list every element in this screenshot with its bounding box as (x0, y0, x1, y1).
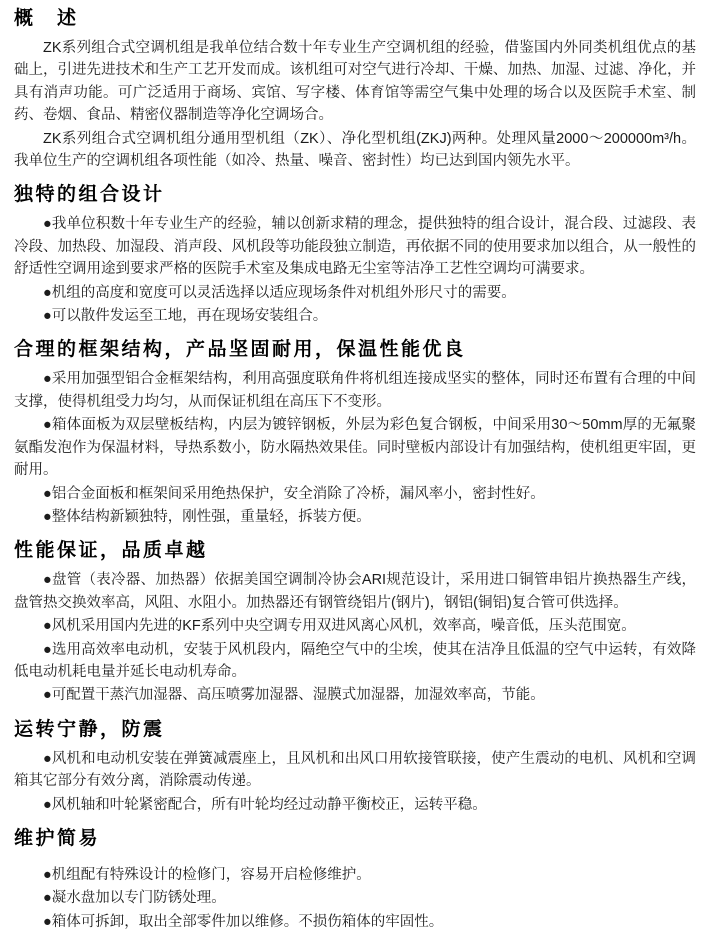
section-performance (14, 538, 696, 706)
bullet-item: ●凝水盘加以专门防锈处理。 (43, 890, 226, 907)
bullet-item: ●盘管（表冷器、加热器）依据美国空调制冷协会ARI规范设计，采用进口铜管串铝片换热器生产线，盘管热交换效率高，风阻、水阻小。加热器还有钢管绕铝片(钢片)，钢铝(铜铝)复合管可供选择。 (14, 572, 696, 611)
section-overview (14, 6, 696, 172)
section-combination-design (14, 182, 696, 327)
bullet-item: ●箱体面板为双层壁板结构，内层为镀锌钢板，外层为彩色复合钢板，中间采用30～50mm厚的无氟聚氨酯发泡作为保温材料，导热系数小，防水隔热效果佳。同时壁板内部设计有加强结构，使机组更牢固，更耐用。 (14, 417, 696, 479)
section-heading-overview: 概 述 (14, 8, 79, 29)
overview-paragraph: ZK系列组合式空调机组是我单位结合数十年专业生产空调机组的经验，借鉴国内外同类机组优点的基础上，引进先进技术和生产工艺开发而成。该机组可对空气进行冷却、干燥、加热、加湿、过滤、净化，并具有消声功能。可广泛适用于商场、宾馆、写字楼、体育馆等需空气集中处理的场合以及医院手术室、制药、卷烟、食品、精密仪器制造等净化空调场合。 (14, 40, 696, 124)
bullet-item: ●可配置干蒸汽加湿器、高压喷雾加湿器、湿膜式加湿器，加湿效率高，节能。 (43, 687, 545, 704)
bullet-item: ●机组的高度和宽度可以灵活选择以适应现场条件对机组外形尺寸的需要。 (43, 284, 516, 301)
overview-paragraph: ZK系列组合式空调机组分通用型机组（ZK）、净化型机组(ZKJ)两种。处理风量2000～200000m³/h。我单位生产的空调机组各项性能（如冷、热量、噪音、密封性）均已达到国内领先水平。 (14, 130, 696, 170)
bullet-item: ●可以散件发运至工地，再在现场安装组合。 (43, 308, 328, 325)
bullet-item: ●箱体可拆卸，取出全部零件加以维修。不损伤箱体的牢固性。 (43, 913, 444, 930)
bullet-item: ●整体结构新颖独特，刚性强，重量轻，拆装方便。 (43, 508, 371, 525)
bullet-item: ●风机轴和叶轮紧密配合，所有叶轮均经过动静平衡校正，运转平稳。 (43, 796, 487, 813)
section-heading-combination-design: 独特的组合设计 (14, 184, 165, 206)
bullet-item: ●风机和电动机安装在弹簧减震座上，且风机和出风口用软接管联接，使产生震动的电机、风机和空调箱其它部分有效分离，消除震动传递。 (14, 750, 696, 790)
section-quiet-operation (14, 717, 696, 816)
section-heading-maintenance: 维护简易 (14, 827, 101, 849)
bullet-item: ●选用高效率电动机，安装于风机段内，隔绝空气中的尘埃，使其在洁净且低温的空气中运转，有效降低电动机耗电量并延长电动机寿命。 (14, 641, 696, 680)
section-heading-performance: 性能保证，品质卓越 (14, 540, 208, 562)
bullet-item: ●机组配有特殊设计的检修门，容易开启检修维护。 (43, 866, 371, 883)
section-heading-frame-structure: 合理的框架结构，产品坚固耐用，保温性能优良 (14, 339, 466, 361)
section-frame-structure (14, 337, 696, 528)
section-heading-quiet-operation: 运转宁静，防震 (14, 718, 165, 740)
bullet-item: ●采用加强型铝合金框架结构，利用高强度联角件将机组连接成坚实的整体，同时还布置有合理的中间支撑，使得机组受力均匀，从而保证机组在高压下不变形。 (14, 371, 696, 410)
bullet-item: ●风机采用国内先进的KF系列中央空调专用双进风离心风机，效率高，噪音低，压头范围宽。 (43, 618, 636, 635)
bullet-item: ●铝合金面板和框架间采用绝热保护，安全消除了冷桥，漏风率小，密封性好。 (43, 485, 545, 502)
bullet-item: ●我单位积数十年专业生产的经验，辅以创新求精的理念，提供独特的组合设计，混合段、过滤段、表冷段、加热段、加湿段、消声段、风机段等功能段独立制造，再依据不同的使用要求加以组合，从一般性的舒适性空调用途到要求严格的医院手术室及集成电路无尘室等洁净工艺性空调均可满要求。 (14, 216, 696, 278)
section-maintenance (14, 826, 696, 933)
